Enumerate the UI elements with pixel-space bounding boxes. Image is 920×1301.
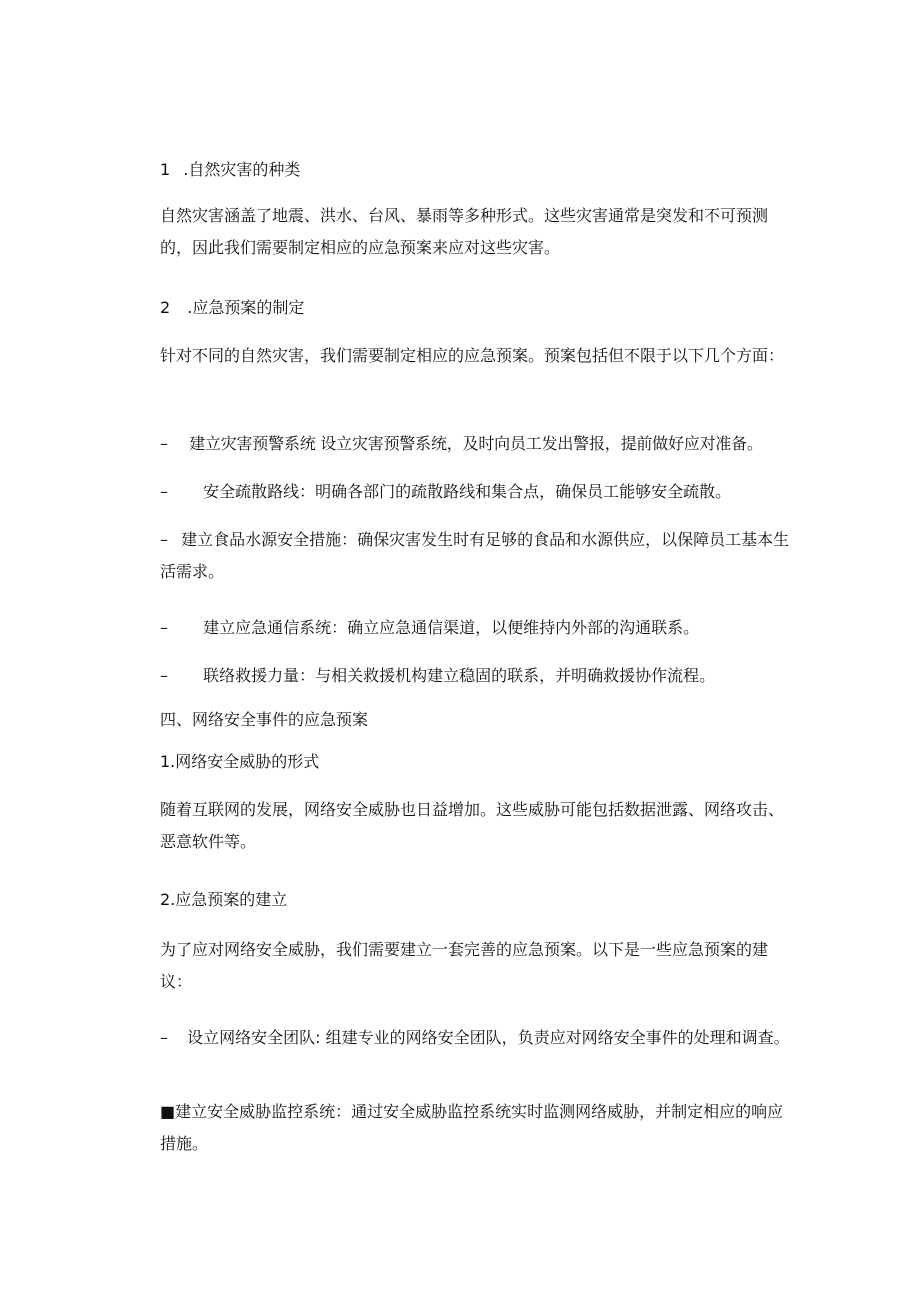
list-item (160, 524, 792, 588)
list-item (160, 428, 792, 460)
list-item-text: 建立应急通信系统：确立应急通信渠道，以便维持内外部的沟通联系。 (203, 618, 700, 637)
list-item (160, 476, 792, 508)
heading-plan-establishment: 2.应急预案的建立 (160, 890, 288, 909)
list-item-text: 联络救援力量：与相关救援机构建立稳固的联系，并明确救援协作流程。 (203, 666, 716, 685)
dash-bullet: – (160, 530, 168, 549)
paragraph-plan-suggestions: 为了应对网络安全威胁，我们需要建立一套完善的应急预案。以下是一些应急预案的建议： (160, 940, 769, 991)
dash-bullet: – (160, 482, 168, 501)
heading-text: .应急预案的制定 (187, 298, 305, 317)
heading-text: .自然灾害的种类 (183, 160, 301, 179)
heading-natural-disaster-types (160, 154, 792, 186)
list-item-text: 建立安全威胁监控系统：通过安全威胁监控系统实时监测网络威胁，并制定相应的响应措施。 (160, 1102, 784, 1153)
list-item (160, 1022, 792, 1054)
section-title-network-security: 四、网络安全事件的应急预案 (160, 710, 369, 729)
dash-bullet: – (160, 666, 168, 685)
list-item-text: 建立灾害预警系统 设立灾害预警系统，及时向员工发出警报，提前做好应对准备。 (189, 434, 763, 453)
square-bullet: ■ (160, 1102, 176, 1121)
paragraph-threats: 随着互联网的发展，网络安全威胁也日益增加。这些威胁可能包括数据泄露、网络攻击、恶意软件等。 (160, 800, 785, 851)
paragraph-natural-disasters: 自然灾害涵盖了地震、洪水、台风、暴雨等多种形式。这些灾害通常是突发和不可预测的，因此我们需要制定相应的应急预案来应对这些灾害。 (160, 206, 769, 257)
dash-bullet: – (160, 1028, 168, 1047)
list-item (160, 1096, 792, 1160)
list-item-text: 建立食品水源安全措施：确保灾害发生时有足够的食品和水源供应，以保障员工基本生活需求。 (160, 530, 790, 581)
list-item-text: 设立网络安全团队: 组建专业的网络安全团队，负责应对网络安全事件的处理和调查。 (187, 1028, 790, 1047)
list-item-text: 安全疏散路线：明确各部门的疏散路线和集合点，确保员工能够安全疏散。 (203, 482, 732, 501)
dash-bullet: – (160, 618, 168, 637)
dash-bullet: – (160, 434, 168, 453)
paragraph-plan-intro: 针对不同的自然灾害，我们需要制定相应的应急预案。预案包括但不限于以下几个方面： (160, 346, 785, 365)
heading-plan-formulation (160, 292, 792, 324)
list-item (160, 660, 792, 692)
heading-threat-forms: 1.网络安全威胁的形式 (160, 752, 320, 771)
list-item (160, 612, 792, 644)
heading-number: 2 (160, 298, 171, 317)
heading-number: 1 (160, 160, 171, 179)
